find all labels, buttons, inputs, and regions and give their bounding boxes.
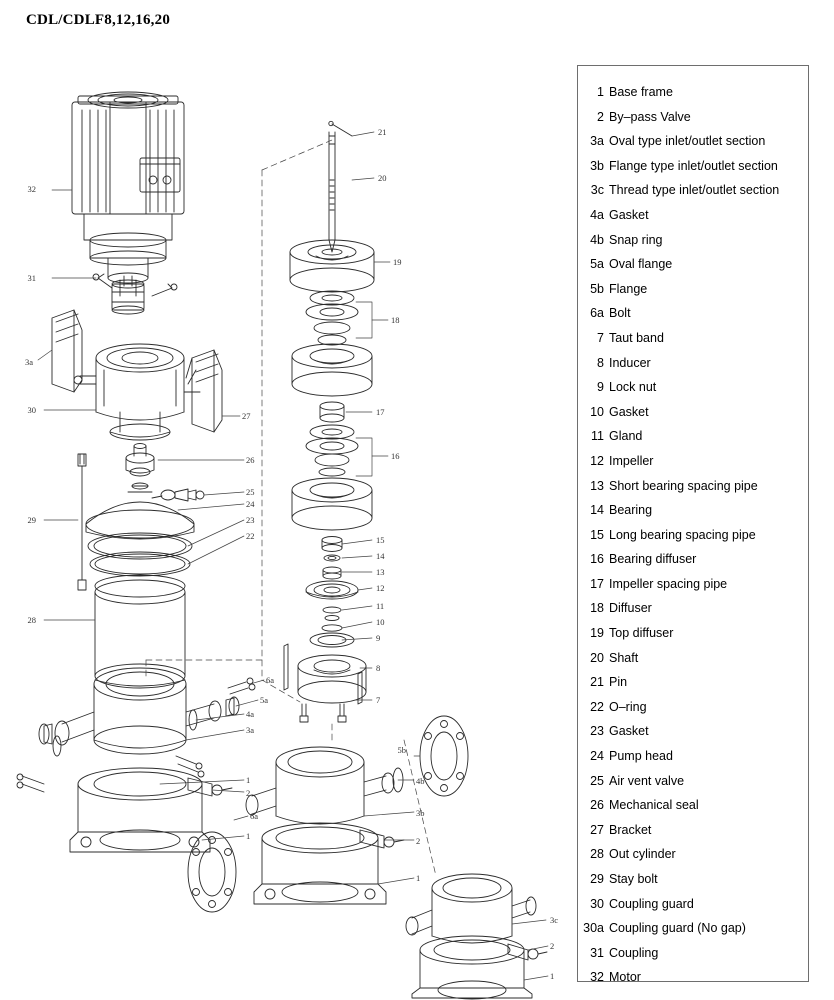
legend-label: Gasket xyxy=(609,724,649,739)
stay-bolt xyxy=(78,454,86,590)
callout-21: 21 xyxy=(378,127,387,137)
list-item xyxy=(578,228,808,253)
list-item xyxy=(578,621,808,646)
list-item xyxy=(578,596,808,621)
legend-number: 31 xyxy=(590,945,604,960)
inducer-taut-band xyxy=(284,644,366,722)
callout-1-thread: 1 xyxy=(550,971,555,981)
o-ring-22 xyxy=(90,552,190,576)
legend-label: Impeller spacing pipe xyxy=(609,576,728,591)
legend-label: Stay bolt xyxy=(609,872,658,886)
shaft-20 xyxy=(329,132,335,252)
list-item xyxy=(578,498,808,523)
legend-label: Inducer xyxy=(609,355,651,370)
list-item xyxy=(578,351,808,376)
coupling-guard-right xyxy=(192,350,222,432)
list-item xyxy=(578,449,808,474)
legend-label: Taut band xyxy=(609,330,664,345)
list-item xyxy=(578,941,808,966)
callout-1-oval-2: 1 xyxy=(246,831,251,841)
callout-1-oval: 1 xyxy=(246,775,251,785)
callout-4a: 4a xyxy=(246,709,255,719)
legend-label: Pump head xyxy=(609,749,673,764)
legend-number: 14 xyxy=(590,503,604,518)
callout-7: 7 xyxy=(376,695,381,705)
legend-number: 26 xyxy=(590,798,604,813)
legend-label: Gasket xyxy=(609,404,649,419)
legend-number: 16 xyxy=(590,552,604,567)
legend-number: 8 xyxy=(597,355,604,370)
callout-20: 20 xyxy=(378,173,387,183)
list-item xyxy=(578,744,808,769)
legend-label: By–pass Valve xyxy=(609,109,691,124)
legend-number: 18 xyxy=(590,601,604,616)
oval-inlet-outlet-section-3a xyxy=(17,668,255,852)
callout-18: 18 xyxy=(391,315,400,325)
legend-number: 13 xyxy=(590,478,604,493)
legend-label: Long bearing spacing pipe xyxy=(609,527,756,542)
list-item xyxy=(578,695,808,720)
legend-label: Out cylinder xyxy=(609,847,676,862)
legend-label: Bearing diffuser xyxy=(609,552,697,567)
list-item xyxy=(578,252,808,277)
callout-13: 13 xyxy=(376,567,385,577)
coupling-guard-left xyxy=(52,310,82,392)
shaft-component-stack xyxy=(306,537,358,648)
callout-9: 9 xyxy=(376,633,381,643)
callout-5b: 5b xyxy=(397,745,406,755)
flange-inlet-outlet-section-3b xyxy=(188,716,468,912)
legend-number: 20 xyxy=(590,650,604,665)
callout-30: 30 xyxy=(27,405,36,415)
legend-label: Lock nut xyxy=(609,380,657,395)
callout-3c: 3c xyxy=(550,915,559,925)
callout-19: 19 xyxy=(393,257,402,267)
bearing-diffuser-16 xyxy=(292,425,372,530)
thread-inlet-outlet-section-3c xyxy=(406,874,547,999)
callout-22: 22 xyxy=(246,531,255,541)
legend-label: Coupling guard (No gap) xyxy=(609,921,746,936)
callout-17: 17 xyxy=(376,407,385,417)
list-item xyxy=(578,769,808,794)
legend-number: 12 xyxy=(590,453,604,468)
legend-label: Coupling guard xyxy=(609,896,694,911)
list-item xyxy=(578,646,808,671)
legend-number: 27 xyxy=(590,822,604,837)
list-item xyxy=(578,523,808,548)
callout-6a-2: 6a xyxy=(250,811,259,821)
legend-label: Mechanical seal xyxy=(609,798,699,813)
legend-number: 10 xyxy=(590,404,604,419)
list-item xyxy=(578,965,808,990)
callout-4b: 4b xyxy=(416,776,425,786)
callout-3a-guard: 3a xyxy=(24,357,33,367)
legend-number: 22 xyxy=(590,699,604,714)
legend-number: 2 xyxy=(597,109,604,124)
legend-label: O–ring xyxy=(609,699,647,714)
legend-number: 17 xyxy=(590,576,604,591)
legend-label: Snap ring xyxy=(609,232,663,247)
list-item xyxy=(578,547,808,572)
callout-11: 11 xyxy=(376,601,385,611)
list-item xyxy=(578,105,808,130)
legend-number: 28 xyxy=(590,847,604,862)
legend-number: 4b xyxy=(590,232,604,247)
legend-number: 30 xyxy=(590,896,604,911)
gasket-23 xyxy=(88,533,192,559)
callout-1-flange: 1 xyxy=(416,873,421,883)
callout-29: 29 xyxy=(27,515,36,525)
legend-number: 15 xyxy=(590,527,604,542)
legend-number: 1 xyxy=(597,85,604,99)
callout-16: 16 xyxy=(391,451,400,461)
legend-list xyxy=(578,66,808,990)
callout-32: 32 xyxy=(27,184,36,194)
callout-6a: 6a xyxy=(266,675,275,685)
exploded-drawing xyxy=(0,40,577,1000)
list-item xyxy=(578,277,808,302)
list-item xyxy=(578,178,808,203)
callout-26: 26 xyxy=(246,455,255,465)
list-item xyxy=(578,916,808,941)
diffuser-set-18 xyxy=(292,291,372,396)
legend-number: 29 xyxy=(590,872,604,886)
callout-3b: 3b xyxy=(416,808,425,818)
legend-number: 3b xyxy=(590,158,604,173)
callout-3a: 3a xyxy=(246,725,255,735)
callout-25: 25 xyxy=(246,487,255,497)
list-item xyxy=(578,400,808,425)
legend-number: 30a xyxy=(583,921,604,936)
callout-2-thread: 2 xyxy=(550,941,555,951)
top-diffuser-19 xyxy=(290,240,374,292)
legend-number: 32 xyxy=(590,970,604,985)
callout-8: 8 xyxy=(376,663,381,673)
list-item xyxy=(578,129,808,154)
list-item xyxy=(578,375,808,400)
list-item xyxy=(578,203,808,228)
legend-number: 9 xyxy=(597,380,604,395)
page-title: CDL/CDLF8,12,16,20 xyxy=(26,12,171,28)
callout-24: 24 xyxy=(246,499,255,509)
list-item xyxy=(578,326,808,351)
legend-label: Coupling xyxy=(609,945,659,960)
callout-23: 23 xyxy=(246,515,255,525)
legend-number: 5b xyxy=(590,281,604,296)
legend-number: 6a xyxy=(590,306,604,321)
list-item xyxy=(578,719,808,744)
legend-label: Shaft xyxy=(609,650,639,665)
out-cylinder xyxy=(95,575,185,688)
legend-label: Flange xyxy=(609,281,648,296)
pump-exploded-diagram xyxy=(0,40,577,1000)
list-item xyxy=(578,154,808,179)
callout-14: 14 xyxy=(376,551,385,561)
legend-label: Base frame xyxy=(609,85,673,99)
list-item xyxy=(578,670,808,695)
legend-number: 3a xyxy=(590,134,604,149)
callout-15: 15 xyxy=(376,535,385,545)
callout-10: 10 xyxy=(376,617,385,627)
mechanical-seal xyxy=(126,444,154,477)
legend-label: Motor xyxy=(609,970,641,985)
legend-label: Air vent valve xyxy=(609,773,685,788)
callout-2-flange: 2 xyxy=(416,836,421,846)
legend-label: Thread type inlet/outlet section xyxy=(609,183,780,198)
legend-number: 19 xyxy=(590,626,604,641)
legend-label: Short bearing spacing pipe xyxy=(609,478,758,493)
list-item xyxy=(578,892,808,917)
bracket-assembly xyxy=(74,344,200,440)
coupling-assembly xyxy=(93,274,177,314)
legend-label: Oval type inlet/outlet section xyxy=(609,134,766,149)
legend-label: Impeller xyxy=(609,453,654,468)
legend-label: Diffuser xyxy=(609,601,652,616)
legend-label: Pin xyxy=(609,675,628,690)
legend-number: 4a xyxy=(590,207,604,222)
list-item xyxy=(578,80,808,105)
list-item xyxy=(578,474,808,499)
legend-label: Oval flange xyxy=(609,257,673,272)
callout-27: 27 xyxy=(242,411,251,421)
pin-21 xyxy=(329,121,352,136)
list-item xyxy=(578,572,808,597)
legend-number: 24 xyxy=(590,749,604,764)
legend-number: 3c xyxy=(590,183,604,198)
list-item xyxy=(578,301,808,326)
legend-label: Flange type inlet/outlet section xyxy=(609,158,778,173)
legend-label: Bolt xyxy=(609,306,631,321)
legend-label: Bearing xyxy=(609,503,653,518)
list-item xyxy=(578,818,808,843)
list-item xyxy=(578,867,808,892)
legend-label: Gland xyxy=(609,429,643,444)
callout-5a: 5a xyxy=(260,695,269,705)
impeller-spacing-pipe-17 xyxy=(320,402,344,422)
legend-number: 21 xyxy=(590,675,604,690)
list-item xyxy=(578,793,808,818)
air-vent-valve xyxy=(152,489,204,501)
callout-28: 28 xyxy=(27,615,36,625)
callout-12: 12 xyxy=(376,583,385,593)
legend-label: Bracket xyxy=(609,822,652,837)
legend-number: 25 xyxy=(590,773,604,788)
legend-number: 5a xyxy=(590,257,604,272)
legend-label: Gasket xyxy=(609,207,649,222)
legend-number: 23 xyxy=(590,724,604,739)
callout-31: 31 xyxy=(27,273,36,283)
legend-label: Top diffuser xyxy=(609,626,674,641)
list-item xyxy=(578,842,808,867)
legend-number: 7 xyxy=(597,330,604,345)
list-item xyxy=(578,424,808,449)
legend-number: 11 xyxy=(591,429,604,444)
motor-assembly xyxy=(72,92,184,296)
legend-panel xyxy=(577,65,809,985)
callout-2-oval: 2 xyxy=(246,788,251,798)
